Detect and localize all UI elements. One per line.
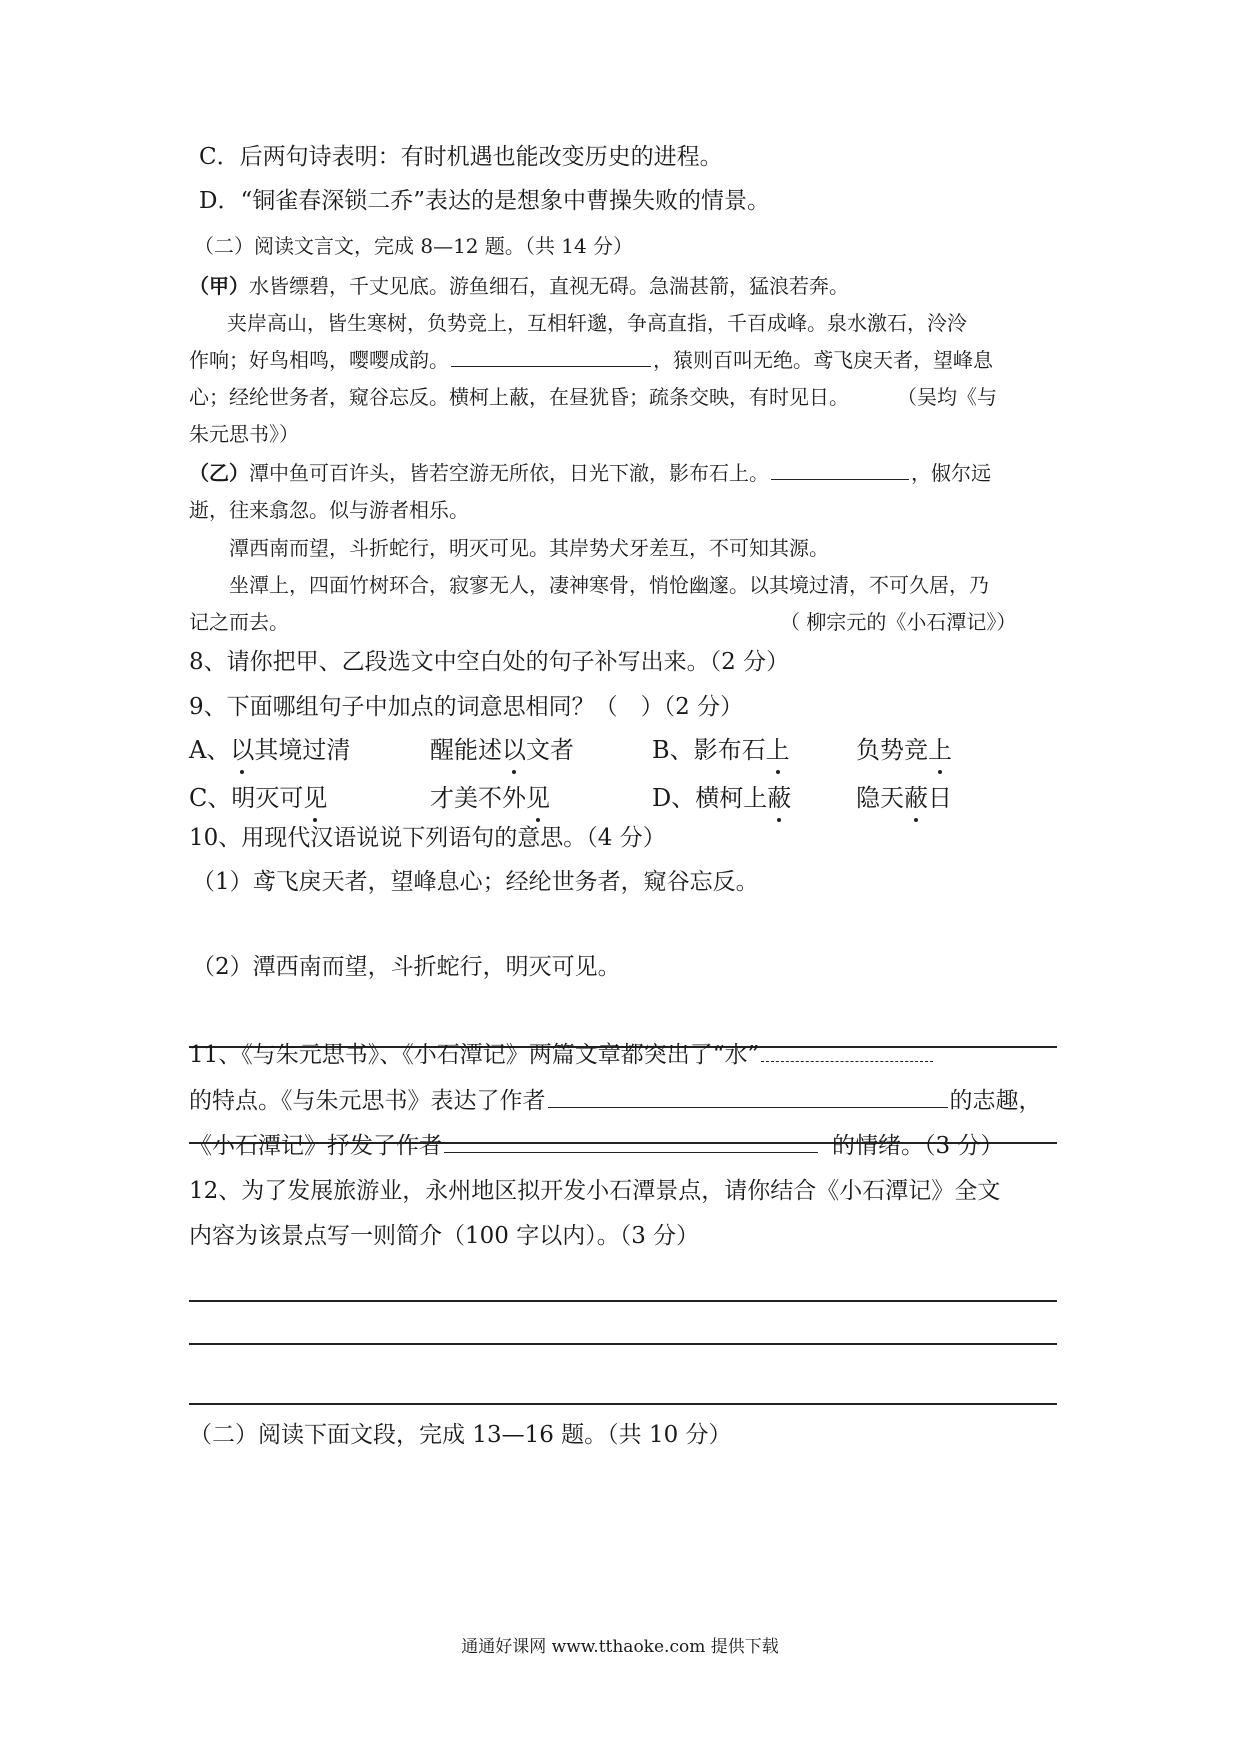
passage-yi-text: ，俶尔远 [911,461,991,485]
question-11-text: 的特点。《与朱元思书》表达了作者 [189,1088,546,1114]
q9-option-b1: B、影布石上 [652,730,790,765]
passage-jia-line-3 [189,350,993,370]
passage-yi-line-5: 记之而去。 [189,610,289,634]
passage-jia-source-cont: 朱元思书》） [189,422,299,446]
passage-yi-line-3: 潭西南而望，斗折蛇行，明灭可见。其岸势犬牙差互，不可知其源。 [229,536,829,560]
q9-option-d1: D、横柯上蔽 [652,778,791,813]
section3-heading: （二）阅读下面文段，完成 13—16 题。（共 10 分） [189,1422,732,1448]
passage-jia-text: 水皆缥碧，千丈见底。游鱼细石，直视无碍。急湍甚箭，猛浪若奔。 [249,274,849,298]
q9-option-b2: 负势竞上 [856,730,952,765]
passage-yi-line-2: 逝，往来翕忽。似与游者相乐。 [189,498,469,522]
answer-line[interactable] [189,1403,1057,1405]
passage-jia-text: 心；经纶世务者，窥谷忘反。横柯上蔽，在昼犹昏；疏条交映，有时见日。 [189,385,849,409]
question-11-text: 的志趣， [949,1088,1042,1114]
passage-jia-line-4 [189,387,997,407]
passage-jia-line-1 [189,276,849,296]
answer-line[interactable] [189,1300,1057,1302]
section2-heading: （二）阅读文言文，完成 8—12 题。（共 14 分） [194,234,634,258]
passage-yi-line-1 [189,463,991,483]
question-9-stem: 9、下面哪组句子中加点的词意思相同？（ ）（2 分） [189,694,744,720]
passage-yi-line-4: 坐潭上，四面竹树环合，寂寥无人，凄神寒骨，悄怆幽邃。以其境过清，不可久居，乃 [229,573,989,597]
passage-yi-label: （乙） [189,461,249,485]
q9-option-d2: 隐天蔽日 [856,778,952,813]
q9-option-c1: C、明灭可见 [189,778,327,813]
question-11-text: 《小石潭记》抒发了作者 [189,1133,442,1159]
question-10-sentence-1: （1）鸢飞戾天者，望峰息心；经纶世务者，窥谷忘反。 [192,869,759,895]
fill-blank-q11-1[interactable] [761,1060,933,1062]
fill-blank-q11-3[interactable] [444,1151,818,1153]
q7-option-d: D．“铜雀春深锁二乔”表达的是想象中曹操失败的情景。 [199,188,770,214]
question-12-line-1: 12、为了发展旅游业，永州地区拟开发小石潭景点，请你结合《小石潭记》全文 [189,1178,1001,1204]
passage-yi-text: 潭中鱼可百许头，皆若空游无所依，日光下澈，影布石上。 [249,461,769,485]
fill-blank-jia[interactable] [451,365,651,367]
question-11-line-1 [189,1044,935,1067]
q9-option-a2: 醒能述以文者 [430,730,574,765]
passage-yi-source: （ 柳宗元的《小石潭记》） [780,610,1017,634]
q9-option-c2: 才美不外见 [430,778,550,813]
question-8: 8、请你把甲、乙段选文中空白处的句子补写出来。（2 分） [189,649,790,675]
question-12-line-2: 内容为该景点写一则简介（100 字以内）。（3 分） [189,1223,700,1249]
passage-jia-label: （甲） [189,274,249,298]
passage-jia-line-2: 夹岸高山，皆生寒树，负势竞上，互相轩邈，争高直指，千百成峰。泉水激石，泠泠 [227,311,967,335]
page-footer: 通通好课网 www.tthaoke.com 提供下载 [461,1637,779,1657]
answer-line[interactable] [189,1343,1057,1345]
fill-blank-yi[interactable] [771,478,909,480]
question-10-stem: 10、用现代汉语说说下列语句的意思。（4 分） [189,825,666,851]
q7-option-c: C．后两句诗表明：有时机遇也能改变历史的进程。 [199,144,723,170]
q9-option-a1: A、以其境过清 [189,730,350,765]
question-11-line-3 [189,1135,1003,1158]
passage-jia-text: ，猿则百叫无绝。鸢飞戾天者，望峰息 [653,348,993,372]
question-11-text: 11、《与朱元思书》、《小石潭记》两篇文章都突出了“水” [189,1042,760,1068]
fill-blank-q11-2[interactable] [548,1106,948,1108]
question-11-text: 的情绪。（3 分） [832,1133,1004,1159]
question-10-sentence-2: （2）潭西南而望，斗折蛇行，明灭可见。 [192,954,621,980]
passage-jia-source: （吴均《与 [897,385,997,409]
question-11-line-2 [189,1090,1042,1113]
passage-jia-text: 作响；好鸟相鸣，嘤嘤成韵。 [189,348,449,372]
